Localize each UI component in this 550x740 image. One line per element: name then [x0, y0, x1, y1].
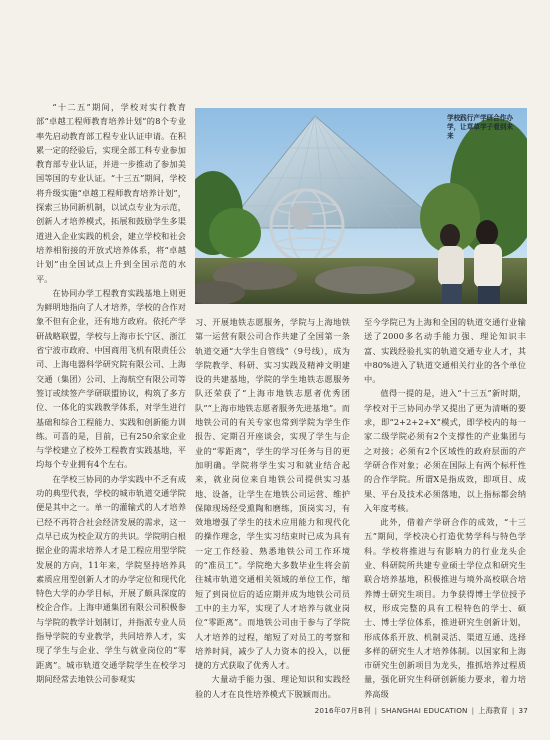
magazine-name-en: SHANGHAI EDUCATION — [381, 706, 468, 715]
divider: | — [374, 706, 378, 715]
divider: | — [471, 706, 475, 715]
issue-date: 2016年07月B刊 — [314, 706, 371, 715]
page-number: 37 — [518, 706, 528, 715]
paragraph: 此外，借着产学研合作的成效，“十三五”期间，学校决心打造优势学科与特色学科。学校将推进与有影响力的行业龙头企业、科研院所共建专业硕士学位点和研究生联合培养基地，积极推进与境外高校联合培养博士研究生项目。力争获得博士学位授予权，形成完整的具有工程特色的学士、硕士、博士学位体系，推进研究生创新计划，形成体系开放、机制灵活、渠道互通、选择多样的研究生人才培养体制。以国家和上海市研究生创新项目为龙头，推抓培养过程质量，强化研究生科研创新能力要求，着力培养高级 — [364, 517, 526, 699]
paragraph: 至今学院已为上海和全国的轨道交通行业输送了2000多名动手能力强、理论知识丰富、实践经验扎实的轨道交通专业人才，其中80%进入了轨道交通相关行业的各个单位中。 — [364, 317, 526, 385]
paragraph: 大量动手能力强、理论知识和实践经验的人才在良性培养模式下脱颖而出。 — [195, 674, 350, 699]
divider: | — [511, 706, 515, 715]
page-footer — [315, 706, 528, 716]
paragraph: 在协同办学工程教育实践基地上则更为鲜明地指向了人才培养，学校的合作对象不但有企业，还有地方政府。依托产学研战略联盟，学校与上海市长宁区、浙江省宁波市政府、中国商用飞机有限责任公司、上海电器科学研究院有限公司、上海交通（集团）公司、上海航空有限公司等签订或续签产学研联盟协议，构筑了多方位、一体化的实践教学体系，对学生进行基础和综合工程能力、实践和创新能力训练。可喜的是，目前，已有250余家企业与学校建立了校外工程教育实践基地，平均每个专业拥有4个左右。 — [36, 287, 186, 470]
text-column-3 — [364, 315, 526, 701]
magazine-name-cn: 上海教育 — [478, 706, 508, 715]
paragraph: “十二五”期间，学校对实行教育部“卓越工程师教育培养计划”的8个专业率先启动教育部工程专业认证申请。在积累一定的经验后，实现全部工科专业参加教育部专业认证，并进一步推动了参加美国等国的专业认证。“十三五”期间，学校将升级实施“卓越工程师教育培养计划”，探索三协同新机制，以试点专业为示范，创新人才培养模式，拓展和鼓励学生多渠道进入企业实践的机会，建立学校和社会培养相衔接的开放式培养体系，将“卓越计划”由全国试点上升到全国示范的水平。 — [36, 102, 186, 284]
photo-caption: 学校践行产学研合作办学，让草草学子看到未来 — [447, 114, 513, 140]
text-column-1 — [36, 100, 186, 686]
paragraph: 在学校三协同的办学实践中不乏有成功的典型代表，学校的城市轨道交通学院便是其中之一。单一的灌输式的人才培养已经不再符合社会经济发展的需求，这一点早已成为校企双方的共识。学院明白根据企业的需求培养人才是工程应用型学院发展的方向，11年来，学院坚持培养具素质应用型创新人才的办学定位和现代化特色大学的办学目标，开展了颇具深度的校企合作。上海申通集团有限公司积极参与学院的教学计划制订，并指派专业人员指导学院的专业教学，共同培养人才，实现了学生与企业、学生与就业岗位的“零距离”。城市轨道交通学院学生在校学习期间经常去地铁公司参观实 — [36, 473, 186, 684]
paragraph: 值得一提的是，进入“十三五”新时期，学校对于三协同办学又提出了更为清晰的要求，即“2+2+2+X”模式，即学校内的每一家二级学院必须有2个支撑性的产业集团与之对接；必须有2个区域性的政府层面的产学研合作对象；必须在国际上有两个标杆性的合作学院。所谓X是指成效，即项目、成果、平台及技术必须落地，以上指标都会纳入年度考核。 — [364, 388, 526, 513]
campus-photo — [195, 108, 527, 304]
text-column-2 — [195, 315, 350, 701]
paragraph: 习、开展地铁志愿服务，学院与上海地铁第一运营有限公司合作共建了全国第一条轨道交通“大学生自管线”（9号线），成为学院教学、科研、实习实践及精神文明建设的共建基地，学院的学生地铁志愿服务队还荣获了“上海市地铁志愿者优秀团队”“上海市地铁志愿者服务先进基地”。而地铁公司的有关专家也常到学院为学生作报告、定期召开座谈会，实现了学生与企业的“零距离”，学生的学习任务与目的更加明确。学院将学生实习和就业结合起来，就业岗位来自地铁公司提供实习基地、设备，让学生在地铁公司运营、维护保障现场经受熏陶和磨练，顶岗实习，有效地增强了学生的技术应用能力和现代化的操作理念，学生实习结束时已成为具有一定工作经验、熟悉地铁公司工作环境的“准员工”。学院绝大多数毕业生将会前往城市轨道交通相关领域的单位工作，缩短了到岗位后的适应期并成为地铁公司员工中的主力军，实现了人才培养与就业岗位“零距离”。而地铁公司由于参与了学院人才培养的过程，缩短了对员工的考察和培养时间，减少了人力资本的投入，以便捷的方式获取了优秀人才。 — [195, 317, 350, 671]
